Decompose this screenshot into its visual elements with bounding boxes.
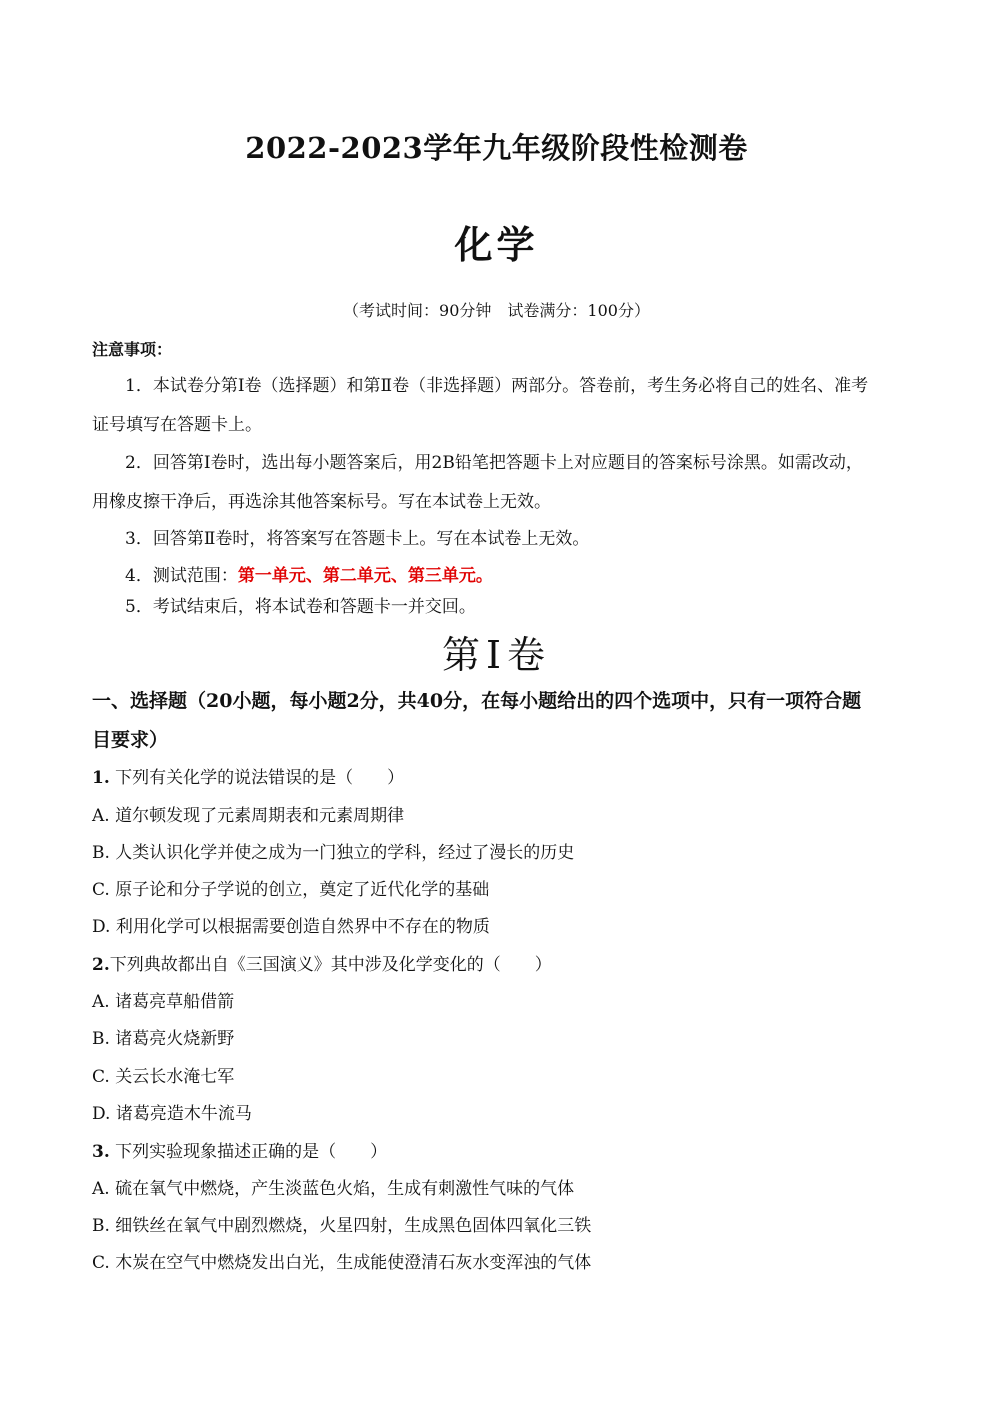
note-2-line-2: 用橡皮擦干净后，再选涂其他答案标号。写在本试卷上无效。: [92, 492, 551, 512]
section-heading-line-1: 一、选择题（20小题，每小题2分，共40分，在每小题给出的四个选项中，只有一项符合题: [92, 690, 862, 712]
question-1-option-d: D. 利用化学可以根据需要创造自然界中不存在的物质: [92, 917, 490, 937]
question-number: 2.: [92, 955, 110, 975]
section-heading-line-2: 目要求）: [92, 729, 169, 751]
note-1-line-2: 证号填写在答题卡上。: [92, 415, 262, 435]
note-2-line-1: 2．回答第Ⅰ卷时，选出每小题答案后，用2B铅笔把答题卡上对应题目的答案标号涂黑。如需改动，: [125, 453, 863, 473]
question-number: 1.: [92, 768, 110, 788]
question-2-option-c: C. 关云长水淹七军: [92, 1067, 235, 1087]
question-1-option-c: C. 原子论和分子学说的创立，奠定了近代化学的基础: [92, 880, 490, 900]
note-4-prefix: 4．测试范围：: [125, 566, 238, 586]
volume-title: 第Ⅰ卷: [441, 633, 551, 677]
exam-info: （考试时间：90分钟 试卷满分：100分）: [343, 301, 650, 320]
note-1-line-1: 1．本试卷分第Ⅰ卷（选择题）和第Ⅱ卷（非选择题）两部分。答卷前，考生务必将自己的姓名、准考: [125, 376, 869, 396]
question-1-option-b: B. 人类认识化学并使之成为一门独立的学科，经过了漫长的历史: [92, 843, 575, 863]
question-2-option-b: B. 诸葛亮火烧新野: [92, 1029, 235, 1049]
note-5: 5．考试结束后，将本试卷和答题卡一并交回。: [125, 597, 476, 617]
note-4-range: 第一单元、第二单元、第三单元: [237, 566, 476, 586]
question-3-option-a: A. 硫在氧气中燃烧，产生淡蓝色火焰，生成有刺激性气味的气体: [92, 1179, 575, 1199]
question-2-option-d: D. 诸葛亮造木牛流马: [92, 1104, 252, 1124]
question-1-option-a: A. 道尔顿发现了元素周期表和元素周期律: [92, 806, 405, 826]
question-text: 下列实验现象描述正确的是（ ）: [109, 1142, 388, 1162]
question-3-option-c: C. 木炭在空气中燃烧发出白光，生成能使澄清石灰水变浑浊的气体: [92, 1253, 592, 1273]
question-3-stem: [92, 1137, 387, 1162]
note-4-suffix: 。: [475, 566, 493, 586]
notes-heading: 注意事项：: [92, 340, 173, 359]
question-3-option-b: B. 细铁丝在氧气中剧烈燃烧，火星四射，生成黑色固体四氧化三铁: [92, 1216, 592, 1236]
exam-title: 2022-2023学年九年级阶段性检测卷: [245, 131, 748, 165]
question-1-stem: [92, 763, 404, 788]
question-text: 下列典故都出自《三国演义》其中涉及化学变化的（ ）: [109, 955, 552, 975]
subject-title: 化学: [454, 222, 539, 267]
question-number: 3.: [92, 1142, 110, 1162]
question-text: 下列有关化学的说法错误的是（ ）: [109, 768, 405, 788]
question-2-option-a: A. 诸葛亮草船借箭: [92, 992, 235, 1012]
note-3: 3．回答第Ⅱ卷时，将答案写在答题卡上。写在本试卷上无效。: [125, 529, 590, 549]
note-4: [125, 561, 493, 586]
question-2-stem: [92, 950, 552, 975]
